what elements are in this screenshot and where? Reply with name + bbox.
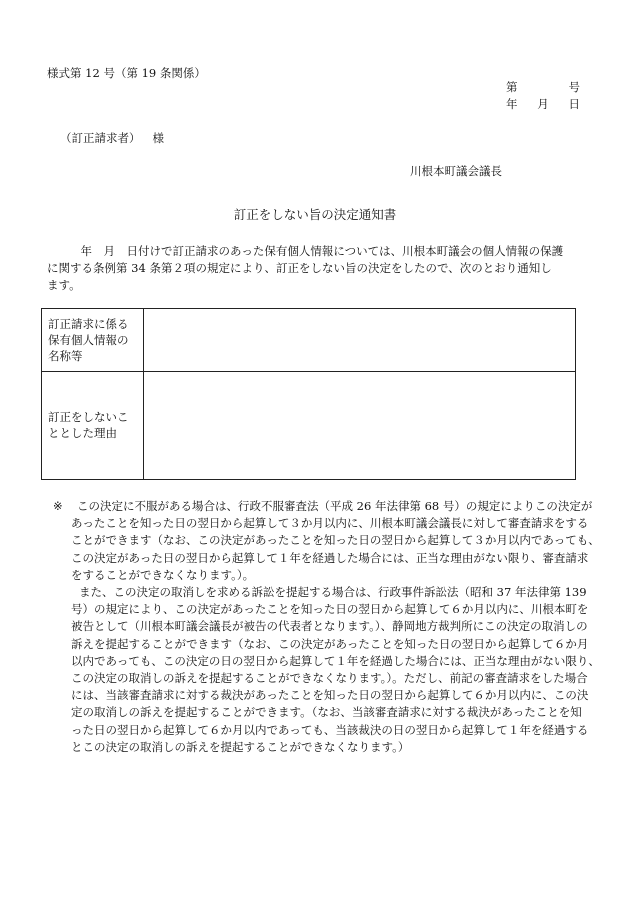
row-label-info-name [48, 316, 129, 364]
note-line: あったことを知った日の翌日から起算して３か月以内に、川根本町議会議長に対して審査請求をする [71, 516, 589, 531]
note-line: この決定があった日の翌日から起算して１年を経過した場合には、正当な理由がない限り、審査請求 [71, 550, 589, 565]
document-date [506, 96, 580, 112]
appeal-notice [53, 498, 600, 756]
form-number: 様式第 12 号（第 19 条関係） [47, 66, 206, 80]
note-line: 以内であっても、この決定の日の翌日から起算して１年を経過した場合には、正当な理由がない限り、 [71, 653, 600, 668]
note-paragraph-2 [53, 584, 600, 756]
label-line: 保有個人情報の [48, 333, 129, 347]
note-line: この決定に不服がある場合は、行政不服審査法（平成 26 年法律第 68 号）の規定によりこの決定が [77, 499, 593, 513]
row-label-reason [48, 409, 129, 441]
table-row-reason [42, 372, 575, 479]
date-day: 日 [568, 97, 580, 111]
note-line: この決定の取消しの訴えを提起することができなくなります。）。ただし、前記の審査請求をした場合 [71, 671, 588, 686]
document-number [506, 79, 580, 95]
recipient [60, 130, 164, 146]
label-line: 名称等 [48, 349, 83, 363]
note-mark: ※ [53, 499, 63, 513]
body-line: ます。 [47, 278, 81, 292]
issuer: 川根本町議会議長 [410, 164, 502, 178]
number-label: 第 [506, 80, 518, 94]
note-line: また、この決定の取消しを求める訴訟を提起する場合は、行政事件訴訟法（昭和 37 年法律第 139 [79, 585, 587, 600]
note-line: をすることができなくなります。）。 [71, 567, 255, 582]
recipient-honorific: 様 [152, 131, 164, 145]
note-line: 定の取消しの訴えを提起することができます。（なお、当該審査請求に対する裁決があったことを知 [71, 705, 582, 720]
note-paragraph-1 [53, 498, 600, 584]
label-line: 訂正をしないこ [48, 410, 129, 424]
body-line: に関する条例第 34 条第２項の規定により、訂正をしない旨の決定をしたので、次のとおり通知し [47, 261, 552, 275]
info-table [41, 308, 576, 480]
note-line: ことができます（なお、この決定があったことを知った日の翌日から起算して３か月以内であっても、 [71, 533, 600, 548]
note-line: には、当該審査請求に対する裁決があったことを知った日の翌日から起算して６か月以内に、この決 [71, 688, 589, 703]
table-row-info-name [42, 309, 575, 372]
document-title: 訂正をしない旨の決定通知書 [233, 207, 397, 222]
note-line: った日の翌日から起算して６か月以内であっても、当該裁決の日の翌日から起算して１年を経過する [71, 722, 589, 737]
recipient-name-placeholder: （訂正請求者） [60, 131, 141, 145]
date-year: 年 [506, 97, 518, 111]
label-line: 訂正請求に係る [48, 317, 129, 331]
body-line: 年 月 日付けで訂正請求のあった保有個人情報については、川根本町議会の個人情報の保護 [69, 244, 564, 258]
body-paragraph [47, 243, 581, 294]
label-line: ととした理由 [48, 426, 117, 440]
date-month: 月 [537, 97, 549, 111]
note-line: 号）の規定により、この決定があったことを知った日の翌日から起算して６か月以内に、川根本町を [71, 602, 589, 617]
note-line: 被告として（川根本町議会議長が被告の代表者となります。）、静岡地方裁判所にこの決定の取消しの [71, 619, 588, 634]
number-suffix: 号 [568, 80, 580, 94]
note-line: 訴えを提起することができます（なお、この決定があったことを知った日の翌日から起算して６か月 [71, 636, 589, 651]
note-line: とこの決定の取消しの訴えを提起することができなくなります。） [71, 739, 410, 754]
